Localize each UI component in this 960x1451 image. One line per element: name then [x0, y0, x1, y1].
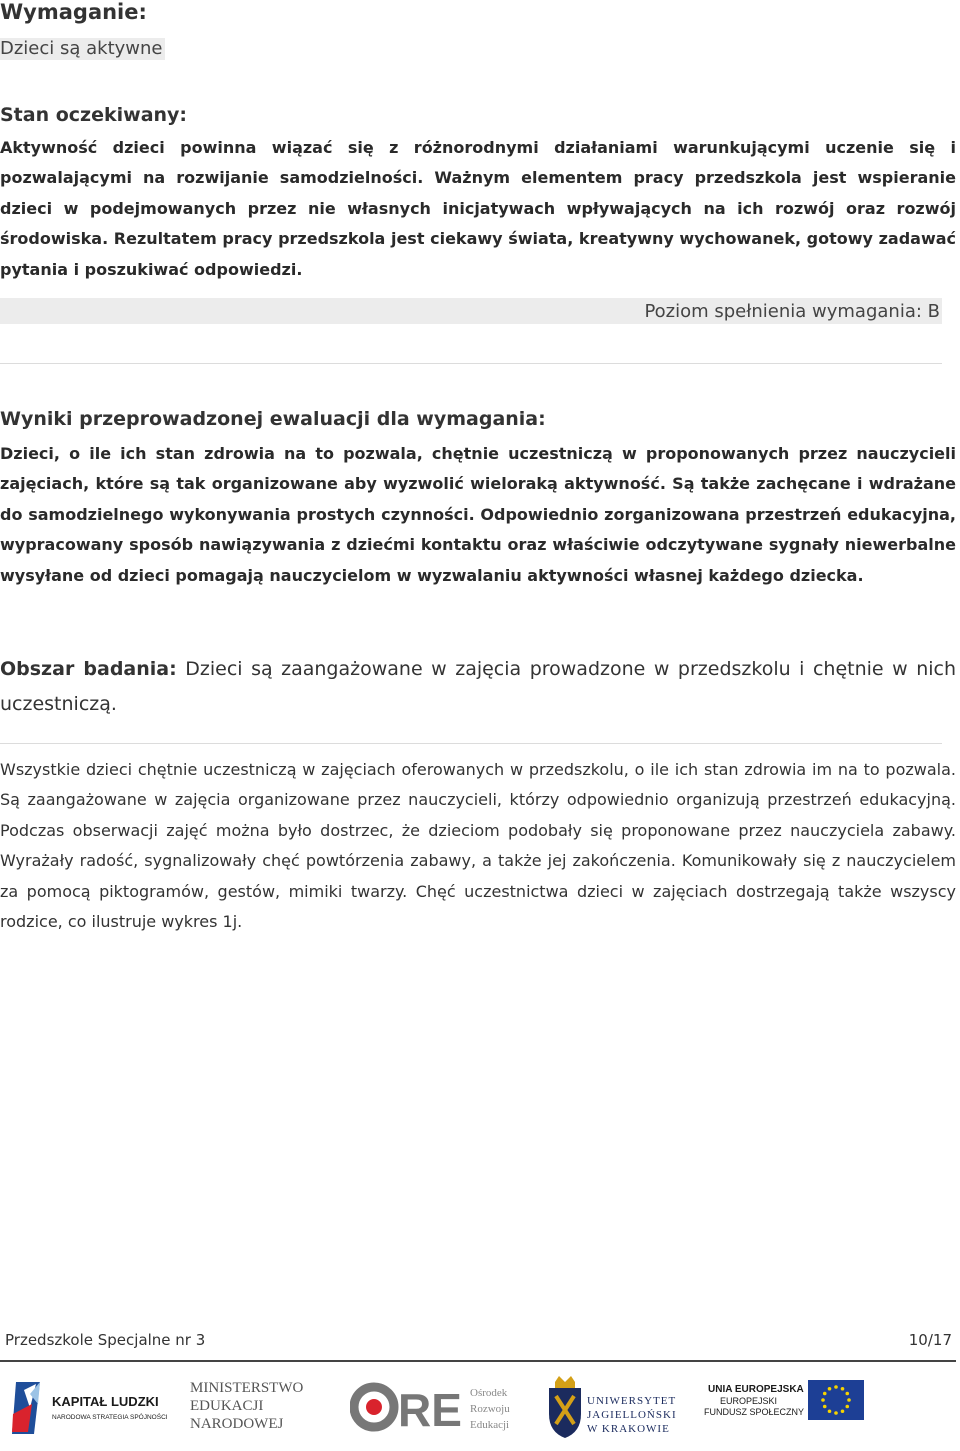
logo-eu: [700, 1374, 870, 1440]
requirement-heading: Wymaganie:: [0, 0, 147, 24]
ore-line3: Edukacji: [470, 1419, 510, 1431]
area-description: Wszystkie dzieci chętnie uczestniczą w zajęciach oferowanych w przedszkolu, o ile ich stan zdrowia im na to pozwala. Są zaangażowane w zajęcia organizowane przez nauczycieli, którzy odpowiednio organizują przestrzeń edukacyjną. Podczas obserwacji zajęć można było dostrzec, że dzieciom podobały się proponowane przez nauczyciela zabawy. Wyrażały radość, sygnalizowały chęć powtórzenia zabawy, a także jej zakończenia. Komunikowały się z nauczycielem za pomocą piktogramów, gestów, mimiki twarzy. Chęć uczestnictwa dzieci w zajęciach dostrzegają także wszyscy rodzice, co ilustruje wykres 1j.: [0, 760, 956, 932]
expected-state-heading: Stan oczekiwany:: [0, 104, 188, 126]
men-line1: MINISTERSTWO: [190, 1380, 304, 1396]
uj-line1: UNIWERSYTET: [587, 1395, 677, 1407]
kapital-line1: KAPITAŁ LUDZKI: [52, 1394, 159, 1409]
uj-crest-icon: [549, 1376, 581, 1438]
area-of-study: [0, 652, 956, 722]
eu-star: [845, 1405, 849, 1409]
kapital-ludzki-icon: [12, 1382, 40, 1434]
logo-men: [188, 1374, 318, 1440]
eu-star: [828, 1387, 832, 1391]
eu-line1: UNIA EUROPEJSKA: [708, 1384, 804, 1395]
ore-text: RE: [398, 1384, 462, 1436]
eu-flag-icon: [808, 1380, 864, 1420]
area-label: Obszar badania:: [0, 658, 177, 680]
eu-star: [841, 1387, 845, 1391]
eu-star: [821, 1398, 825, 1402]
ore-line1: Ośrodek: [470, 1387, 508, 1399]
ore-mark-icon: [354, 1384, 462, 1436]
logo-ore: [350, 1374, 525, 1440]
eu-star: [841, 1409, 845, 1413]
eu-star: [834, 1385, 838, 1389]
footer-line: [0, 1360, 956, 1362]
expected-state-text: Aktywność dzieci powinna wiązać się z różnorodnymi działaniami warunkującymi uczenie się i pozwalającymi na rozwijanie samodzielności. Ważnym elementem pracy przedszkola jest wspieranie dzieci w podejmowanych przez nie własnych inicjatywach wpływających na ich rozwój oraz rozwój środowiska. Rezultatem pracy przedszkola jest ciekawy świata, kreatywny wychowanek, gotowy zadawać pytania i poszukiwać odpowiedzi.: [0, 138, 956, 279]
eu-star: [828, 1409, 832, 1413]
logo-kapital-ludzki: [10, 1374, 170, 1440]
eu-star: [845, 1392, 849, 1396]
divider: [0, 743, 942, 744]
results-text: Dzieci, o ile ich stan zdrowia na to pozwala, chętnie uczestniczą w proponowanych przez nauczycieli zajęciach, które są tak organizowane aby wyzwolić wieloraką aktywność. Są także zachęcane i wdrażane do samodzielnego wykonywania prostych czynności. Odpowiednio zorganizowana przestrzeń edukacyjna, wypracowany sposób nawiązywania z dziećmi kontaktu oraz właściwie odczytywane sygnały niewerbalne wysyłane od dzieci pomagają nauczycielom w wyzwalaniu aktywności własnej każdego dziecka.: [0, 444, 956, 585]
footer-page-number: 10/17: [908, 1331, 952, 1349]
uj-line3: W KRAKOWIE: [587, 1423, 670, 1435]
kapital-line2: NARODOWA STRATEGIA SPÓJNOŚCI: [52, 1414, 168, 1421]
area-text: Dzieci są zaangażowane w zajęcia prowadzone w przedszkolu i chętnie w nich uczestniczą.: [0, 658, 957, 715]
divider: [0, 363, 942, 364]
men-line3: NARODOWEJ: [190, 1416, 284, 1432]
logo-uj: [545, 1374, 685, 1440]
footer-institution: Przedszkole Specjalne nr 3: [5, 1331, 206, 1349]
eu-star: [847, 1398, 851, 1402]
eu-line3: FUNDUSZ SPOŁECZNY: [704, 1407, 805, 1417]
uj-line2: JAGIELLOŃSKI: [587, 1409, 677, 1421]
eu-star: [823, 1392, 827, 1396]
eu-star: [823, 1405, 827, 1409]
men-line2: EDUKACJI: [190, 1398, 264, 1414]
ore-line2: Rozwoju: [470, 1403, 510, 1415]
eu-line2: EUROPEJSKI: [720, 1396, 778, 1406]
level-text: Poziom spełnienia wymagania: B: [644, 301, 940, 322]
requirement-name: Dzieci są aktywne: [0, 38, 163, 59]
results-heading: Wyniki przeprowadzonej ewaluacji dla wymagania:: [0, 408, 546, 430]
eu-star: [834, 1411, 838, 1415]
